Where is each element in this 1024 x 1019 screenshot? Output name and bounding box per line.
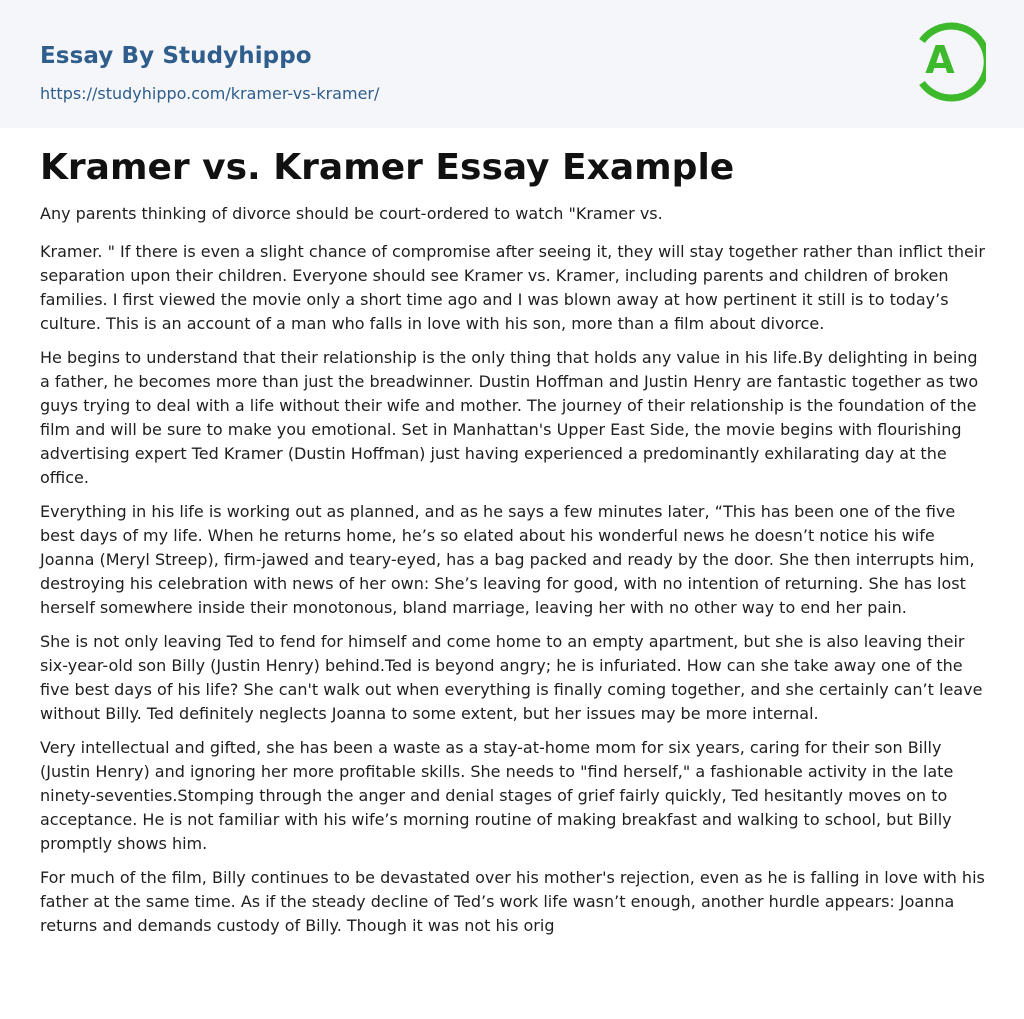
studyhippo-logo-icon[interactable] — [912, 19, 986, 105]
article-paragraph-4: Everything in his life is working out as planned, and as he says a few minutes later, “This has been one of the five best days of my life. When he returns home, he’s so elated about his wonderful news he doesn’t notice his wife Joanna (Meryl Streep), firm-jawed and teary-eyed, has a bag packed and ready by the door. She then interrupts him, destroying his celebration with news of her own: She’s leaving for good, with no intention of returning. She has lost herself somewhere inside their monotonous, bland marriage, leaving her with no other way to end her pain. — [40, 502, 975, 617]
site-header — [0, 0, 1024, 128]
brand-title[interactable]: Essay By Studyhippo — [40, 43, 312, 69]
article-content — [40, 142, 988, 948]
article-title: Kramer vs. Kramer Essay Example — [40, 147, 735, 188]
article-paragraph-3: He begins to understand that their relationship is the only thing that holds any value in his life.By delighting in being a father, he becomes more than just the breadwinner. Dustin Hoffman and Justin Henry are fantastic together as two guys trying to deal with a life without their wife and mother. The journey of their relationship is the foundation of the film and will be sure to make you emotional. Set in Manhattan's Upper East Side, the movie begins with flourishing advertising expert Ted Kramer (Dustin Hoffman) just having experienced a predominantly exhilarating day at the office. — [40, 348, 979, 487]
article-paragraph-6: Very intellectual and gifted, she has been a waste as a stay-at-home mom for six years, caring for their son Billy (Justin Henry) and ignoring her more profitable skills. She needs to "find herself," a fashionable activity in the late ninety-seventies.Stomping through the anger and denial stages of grief fairly quickly, Ted hesitantly moves on to acceptance. He is not familiar with his wife’s morning routine of making breakfast and walking to school, but Billy promptly shows him. — [40, 738, 954, 853]
source-url-link[interactable]: https://studyhippo.com/kramer-vs-kramer/ — [40, 84, 380, 103]
article-paragraph-1: Any parents thinking of divorce should be court-ordered to watch "Kramer vs. — [40, 204, 663, 223]
article-paragraph-2: Kramer. " If there is even a slight chance of compromise after seeing it, they will stay together rather than inflict their separation upon their children. Everyone should see Kramer vs. Kramer, including parents and children of broken families. I first viewed the movie only a short time ago and I was blown away at how pertinent it still is to today’s culture. This is an account of a man who falls in love with his son, more than a film about divorce. — [40, 242, 985, 333]
article-paragraph-7: For much of the film, Billy continues to be devastated over his mother's rejection, even as he is falling in love with his father at the same time. As if the steady decline of Ted’s work life wasn’t enough, another hurdle appears: Joanna returns and demands custody of Billy. Though it was not his orig — [40, 868, 985, 935]
logo-letter: A — [925, 38, 955, 82]
article-paragraph-5: She is not only leaving Ted to fend for himself and come home to an empty apartment, but she is also leaving their six-year-old son Billy (Justin Henry) behind.Ted is beyond angry; he is infuriated. How can she take away one of the five best days of his life? She can't walk out when everything is finally coming together, and she certainly can’t leave without Billy. Ted definitely neglects Joanna to some extent, but her issues may be more internal. — [40, 632, 983, 723]
